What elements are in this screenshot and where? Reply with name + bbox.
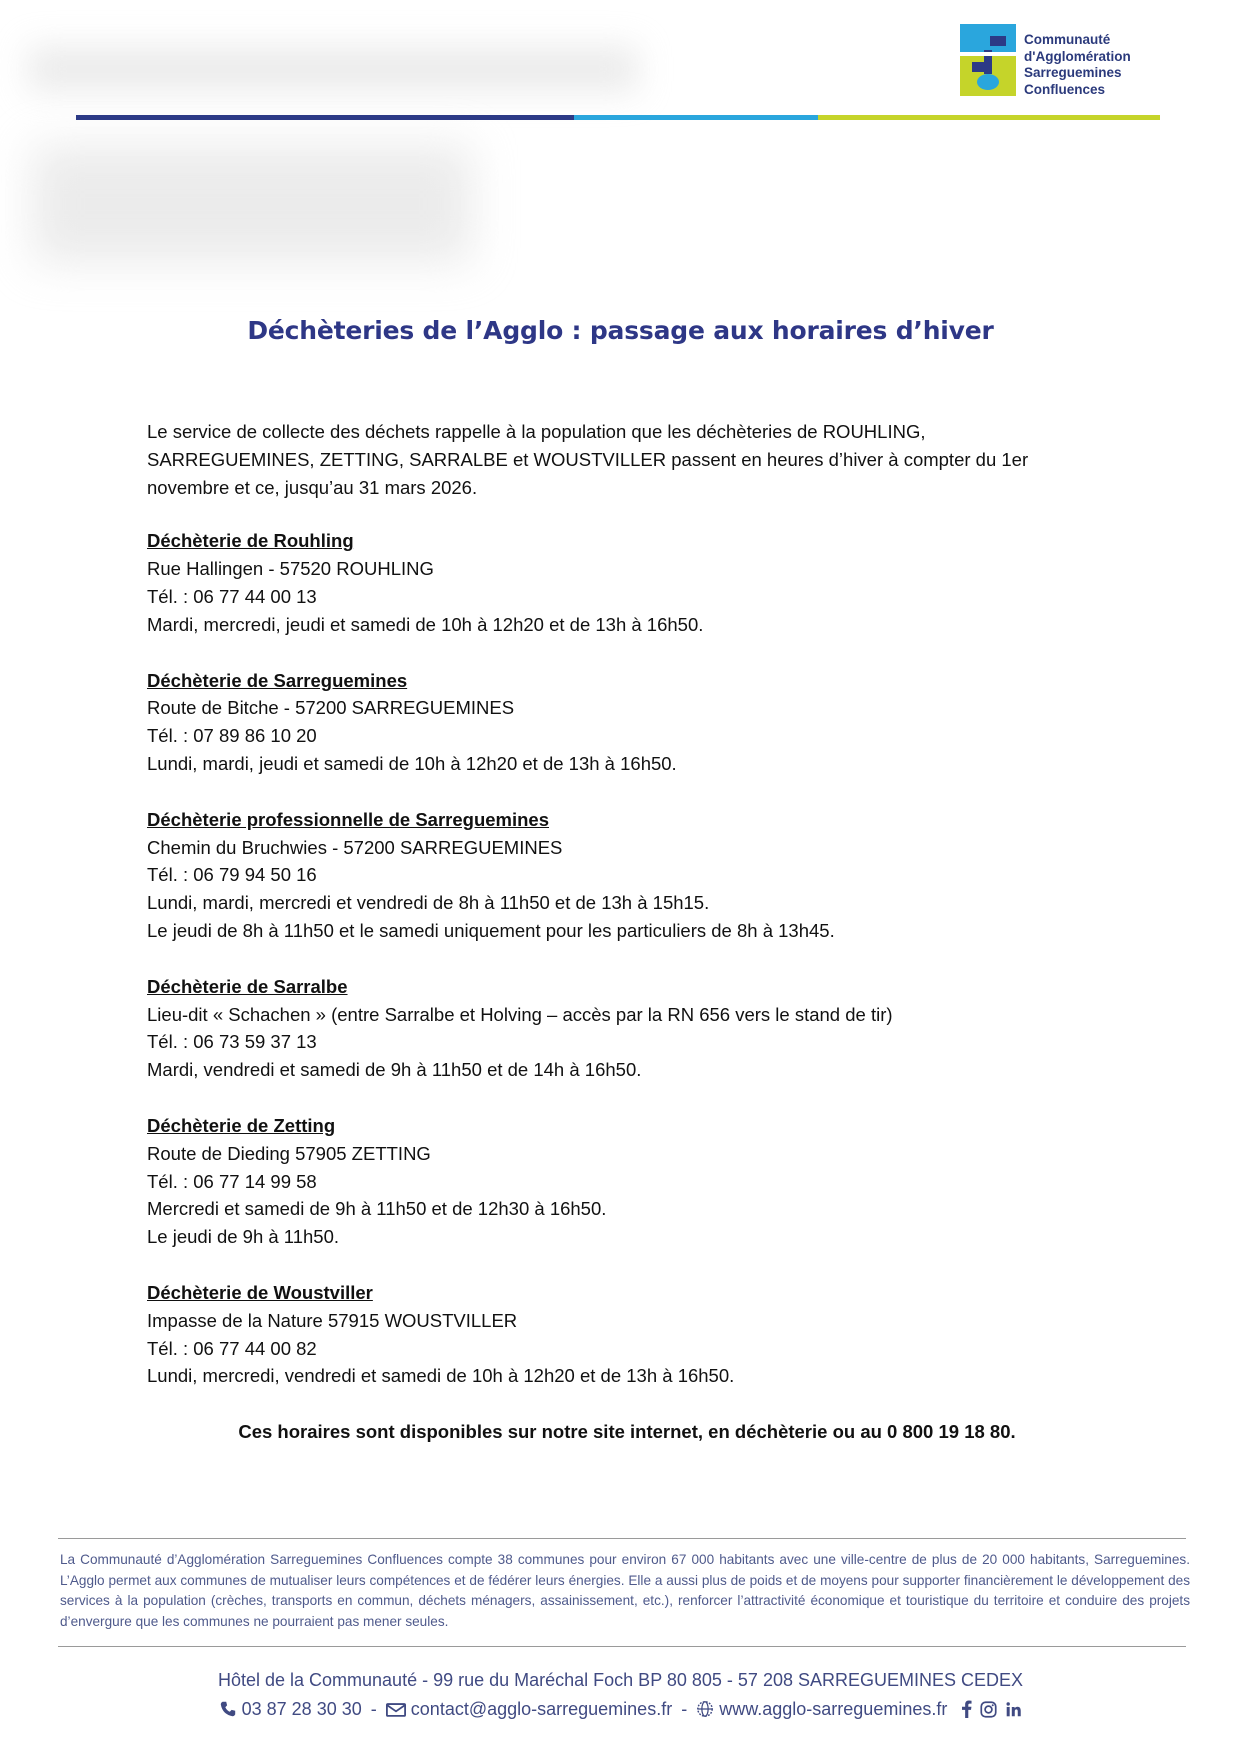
- site-hours-extra: Le jeudi de 9h à 11h50.: [147, 1226, 340, 1248]
- linkedin-icon[interactable]: [1005, 1701, 1022, 1718]
- redacted-sender-block: [32, 145, 472, 263]
- site-heading: Déchèterie de Rouhling: [147, 530, 354, 552]
- redacted-header-text: [28, 46, 638, 92]
- footer-phone[interactable]: 03 87 28 30 30: [241, 1699, 362, 1719]
- footer-email[interactable]: contact@agglo-sarreguemines.fr: [410, 1699, 673, 1719]
- footer-contact-line: [0, 1699, 1241, 1723]
- footer-website[interactable]: www.agglo-sarreguemines.fr: [719, 1699, 948, 1719]
- site-phone: Tél. : 06 73 59 37 13: [147, 1031, 317, 1053]
- footer-separator: -: [370, 1699, 377, 1719]
- intro-paragraph: [147, 418, 1107, 501]
- site-address: Impasse de la Nature 57915 WOUSTVILLER: [147, 1309, 518, 1331]
- site-address: Route de Dieding 57905 ZETTING: [147, 1142, 431, 1164]
- instagram-icon[interactable]: [980, 1701, 997, 1718]
- agglo-logo: [960, 24, 1170, 102]
- site-heading: Déchèterie de Sarralbe: [147, 975, 348, 997]
- site-hours-extra: Le jeudi de 8h à 11h50 et le samedi uniquement pour les particuliers de 8h à 13h45.: [147, 919, 835, 941]
- phone-icon: [219, 1700, 237, 1718]
- site-rouhling: [147, 527, 1107, 638]
- logo-line-4: Confluences: [1024, 81, 1106, 97]
- site-address: Rue Hallingen - 57520 ROUHLING: [147, 558, 434, 580]
- site-heading: Déchèterie de Woustviller: [147, 1281, 373, 1303]
- header-rule-lime: [818, 115, 1160, 120]
- social-links: [958, 1700, 1022, 1723]
- logo-line-2: d'Agglomération: [1024, 48, 1131, 64]
- site-phone: Tél. : 06 77 44 00 13: [147, 585, 317, 607]
- site-heading: Déchèterie de Zetting: [147, 1114, 336, 1136]
- site-pro-sarreguemines: [147, 806, 1107, 945]
- logo-line-1: Communauté: [1024, 32, 1111, 47]
- site-heading: Déchèterie professionnelle de Sarreguemines: [147, 808, 550, 830]
- site-heading: Déchèterie de Sarreguemines: [147, 669, 408, 691]
- globe-icon: [696, 1700, 714, 1718]
- footer-divider-top: [58, 1538, 1186, 1539]
- document-title: Déchèteries de l’Agglo : passage aux horaires d’hiver: [247, 316, 994, 345]
- site-phone: Tél. : 07 89 86 10 20: [147, 725, 317, 747]
- footer-divider-bottom: [58, 1646, 1186, 1647]
- site-sarralbe: [147, 973, 1107, 1084]
- footer-separator: -: [681, 1699, 688, 1719]
- header-rule-sky: [574, 115, 818, 120]
- site-hours: Lundi, mercredi, vendredi et samedi de 10h à 12h20 et de 13h à 16h50.: [147, 1365, 735, 1387]
- site-hours: Mardi, mercredi, jeudi et samedi de 10h à 12h20 et de 13h à 16h50.: [147, 613, 704, 635]
- site-sarreguemines: [147, 667, 1107, 778]
- site-phone: Tél. : 06 77 14 99 58: [147, 1170, 317, 1192]
- site-hours: Lundi, mardi, mercredi et vendredi de 8h à 11h50 et de 13h à 15h15.: [147, 892, 710, 914]
- agglo-logo-text: [1024, 32, 1174, 98]
- document-body: [147, 418, 1107, 1446]
- closing-note: Ces horaires sont disponibles sur notre site internet, en déchèterie ou au 0 800 19 18 80.: [238, 1421, 1016, 1443]
- footer-address: Hôtel de la Communauté - 99 rue du Maréchal Foch BP 80 805 - 57 208 SARREGUEMINES CEDEX: [217, 1670, 1024, 1690]
- intro-line-2: SARREGUEMINES, ZETTING, SARRALBE et WOUSTVILLER passent en heures d’hiver à compter du 1er: [147, 448, 1029, 470]
- site-hours: Mercredi et samedi de 9h à 11h50 et de 12h30 à 16h50.: [147, 1198, 607, 1220]
- footer-about-paragraph: La Communauté d’Agglomération Sarreguemines Confluences compte 38 communes pour environ 67 000 habitants avec une ville-centre de plus de 20 000 habitants, Sarreguemines. L’Agglo permet aux communes de mutualiser leurs compétences et de fédérer leurs énergies. Elle a aussi plus de poids et de moyens pour supporter financièrement le développement des services à la population (crèches, transports en commun, déchets ménagers, assainissement, etc.), renforcer l’attractivité économique et touristique du territoire et conduire des projets d’envergure que les communes ne pourraient pas mener seules.: [60, 1552, 1190, 1629]
- site-zetting: [147, 1112, 1107, 1251]
- site-address: Lieu-dit « Schachen » (entre Sarralbe et Holving – accès par la RN 656 vers le stand de tir): [147, 1003, 893, 1025]
- logo-line-3: Sarreguemines: [1024, 65, 1122, 80]
- site-address: Route de Bitche - 57200 SARREGUEMINES: [147, 697, 515, 719]
- site-phone: Tél. : 06 79 94 50 16: [147, 864, 317, 886]
- site-hours: Mardi, vendredi et samedi de 9h à 11h50 et de 14h à 16h50.: [147, 1059, 642, 1081]
- site-woustviller: [147, 1279, 1107, 1390]
- header-rule-navy: [76, 115, 574, 120]
- agglo-logo-mark-icon: [960, 24, 1016, 96]
- site-address: Chemin du Bruchwies - 57200 SARREGUEMINES: [147, 836, 563, 858]
- site-hours: Lundi, mardi, jeudi et samedi de 10h à 12h20 et de 13h à 16h50.: [147, 752, 677, 774]
- intro-line-3: novembre et ce, jusqu’au 31 mars 2026.: [147, 476, 478, 498]
- facebook-icon[interactable]: [961, 1700, 972, 1718]
- intro-line-1: Le service de collecte des déchets rappelle à la population que les déchèteries de ROUHLING,: [147, 421, 926, 442]
- site-phone: Tél. : 06 77 44 00 82: [147, 1337, 317, 1359]
- email-icon: [386, 1701, 406, 1718]
